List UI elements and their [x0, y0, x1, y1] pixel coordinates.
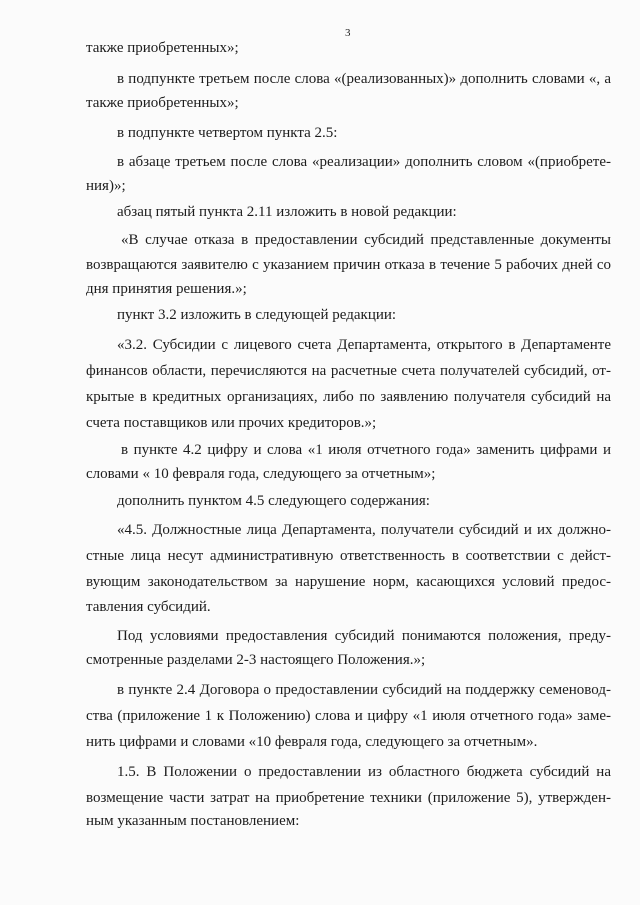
text-line: в подпункте третьем после слова «(реализованных)» дополнить словами «, а [117, 71, 611, 87]
text-line: возвращаются заявителю с указанием причин отказа в течение 5 рабочих дней со [86, 257, 611, 273]
text-line: стные лица несут административную ответственность в соответствии с дейст- [86, 548, 611, 564]
text-line: ства (приложение 1 к Положению) слова и цифру «1 июля отчетного года» заме- [86, 708, 611, 724]
text-line: ния)»; [86, 178, 126, 194]
text-line: «В случае отказа в предоставлении субсидий представленные документы [121, 232, 611, 248]
text-line: вующим законодательством за нарушение норм, касающихся условий предос- [86, 574, 611, 590]
text-line: абзац пятый пункта 2.11 изложить в новой редакции: [117, 204, 457, 220]
text-line: словами « 10 февраля года, следующего за отчетным»; [86, 466, 436, 482]
text-line: также приобретенных»; [86, 40, 239, 56]
text-line: счета поставщиков или прочих кредиторов.»; [86, 415, 377, 431]
text-line: крытые в кредитных организациях, либо по заявлению получателя субсидий на [86, 389, 611, 405]
text-line: также приобретенных»; [86, 95, 239, 111]
text-line: дня принятия решения.»; [86, 281, 247, 297]
text-line: тавления субсидий. [86, 599, 211, 615]
page-number: 3 [345, 27, 351, 39]
text-line: 1.5. В Положении о предоставлении из областного бюджета субсидий на [117, 764, 611, 780]
text-line: Под условиями предоставления субсидий понимаются положения, преду- [117, 628, 611, 644]
text-line: в абзаце третьем после слова «реализации» дополнить словом «(приобрете- [117, 154, 611, 170]
text-line: «4.5. Должностные лица Департамента, получатели субсидий и их должно- [117, 522, 611, 538]
text-line: пункт 3.2 изложить в следующей редакции: [117, 307, 397, 323]
text-line: в пункте 2.4 Договора о предоставлении субсидий на поддержку семеновод- [117, 682, 611, 698]
text-line: смотренные разделами 2-3 настоящего Положения.»; [86, 652, 426, 668]
text-line: в пункте 4.2 цифру и слова «1 июля отчетного года» заменить цифрами и [121, 442, 611, 458]
text-line: «3.2. Субсидии с лицевого счета Департамента, открытого в Департаменте [117, 337, 611, 353]
text-line: ным указанным постановлением: [86, 813, 300, 829]
text-line: возмещение части затрат на приобретение техники (приложение 5), утвержден- [86, 790, 611, 806]
text-line: дополнить пунктом 4.5 следующего содержания: [117, 493, 430, 509]
text-line: в подпункте четвертом пункта 2.5: [117, 125, 338, 141]
text-line: нить цифрами и словами «10 февраля года, следующего за отчетным». [86, 734, 538, 750]
text-line: финансов области, перечисляются на расчетные счета получателей субсидий, от- [86, 363, 611, 379]
